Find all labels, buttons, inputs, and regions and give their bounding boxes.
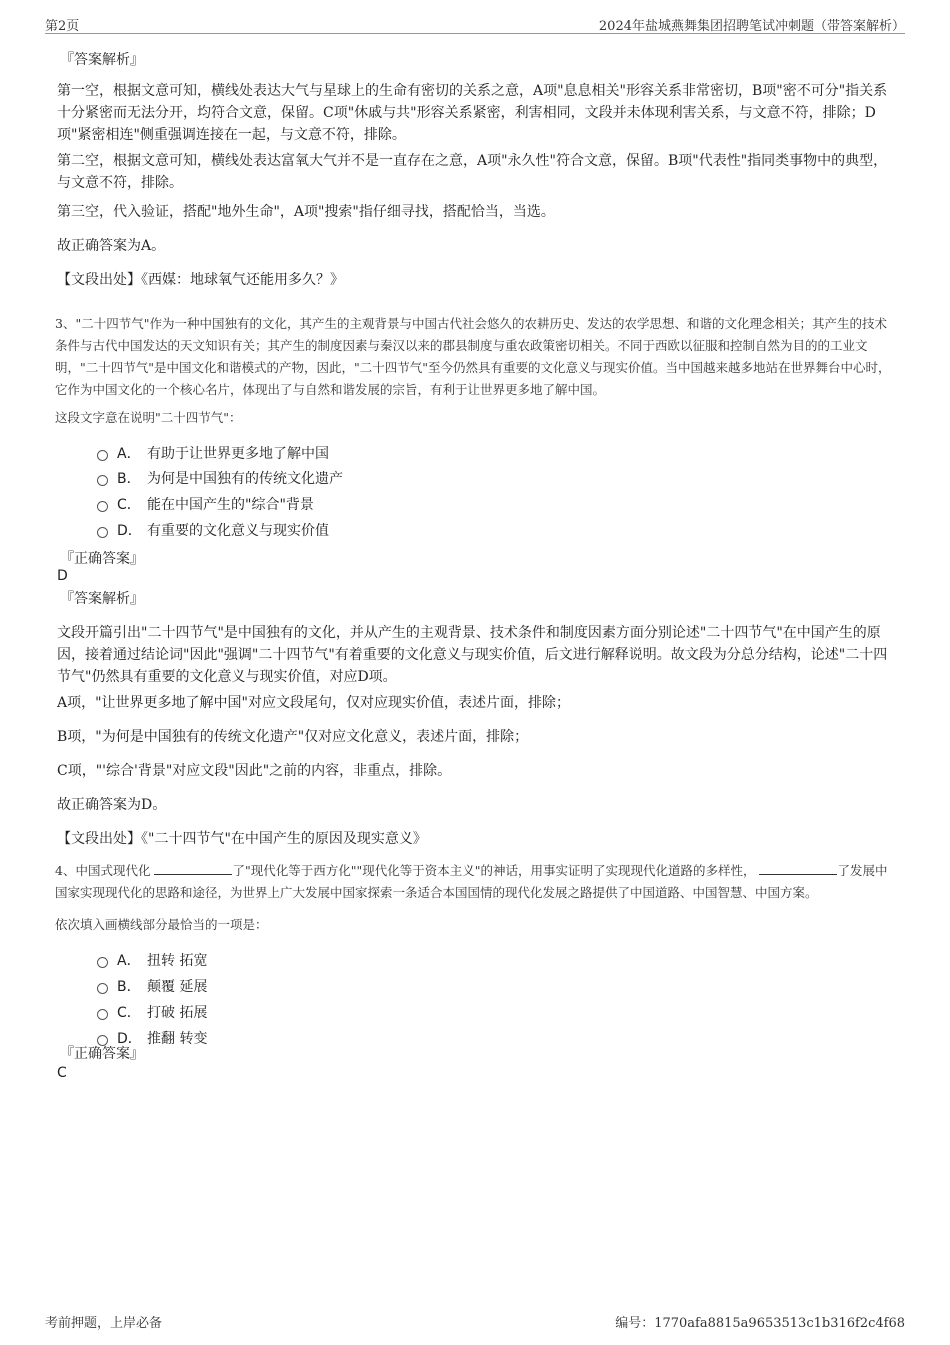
q3-option-d[interactable]: D． 有重要的文化意义与现实价值 <box>97 521 329 541</box>
q3-analysis-a5: 故正确答案为D。 <box>57 797 167 813</box>
q3-analysis-a2: A项，"让世界更多地了解中国"对应文段尾句，仅对应现实价值，表述片面，排除； <box>57 695 570 711</box>
q3-analysis-a4: C项，"'综合'背景"对应文段"因此"之前的内容，非重点，排除。 <box>57 763 452 779</box>
q4-option-d[interactable]: D． 推翻 转变 <box>97 1029 207 1049</box>
q3-analysis-a1: 文段开篇引出"二十四节气"是中国独有的文化，并从产生的主观背景、技术条件和制度因素方面分别论述"二十四节气"在中国产生的原因，接着通过结论词"因此"强调"二十四节气"有着重要的文化意义与现实价值，后文进行解释说明。故文段为分总分结构，论述"二十四节气"仍然具有重要的文化意义与现实价值，对应D项。 <box>57 625 888 685</box>
q3-source: 【文段出处】《"二十四节气"在中国产生的原因及现实意义》 <box>57 831 427 847</box>
fill-blank-2 <box>759 862 837 875</box>
q2-analysis-p3: 第三空，代入验证，搭配"地外生命"，A项"搜索"指仔细寻找，搭配恰当，当选。 <box>57 204 555 220</box>
q3-answer-tag: 『正确答案』 <box>60 551 144 567</box>
radio-icon[interactable] <box>97 1009 108 1020</box>
radio-icon[interactable] <box>97 957 108 968</box>
page-footer <box>45 1312 905 1332</box>
q3-prompt: 这段文字意在说明"二十四节气"： <box>55 410 242 425</box>
q3-option-c[interactable]: C． 能在中国产生的"综合"背景 <box>97 495 314 515</box>
q4-option-a[interactable]: A． 扭转 拓宽 <box>97 951 207 971</box>
q3-option-b[interactable]: B． 为何是中国独有的传统文化遗产 <box>97 469 343 489</box>
q4-stem: 4、中国式现代化 了"现代化等于西方化""现代化等于资本主义"的神话，用事实证明了实现现代化道路的多样性， 了发展中国家实现现代化的思路和途径，为世界上广大发展中国家探索一条适合本国国情的现代化发展之路提供了中国道路、中国智慧、中国方案。 <box>55 863 888 900</box>
q2-analysis-p1: 第一空，根据文意可知，横线处表达大气与星球上的生命有密切的关系之意，A项"息息相关"形容关系非常密切，B项"密不可分"指关系十分紧密而无法分开，均符合文意，保留。C项"休戚与共"形容关系紧密，利害相同，文段并未体现利害关系，与文意不符，排除；D项"紧密相连"侧重强调连接在一起，与文意不符，排除。 <box>57 83 888 143</box>
q3-stem: 3、"二十四节气"作为一种中国独有的文化，其产生的主观背景与中国古代社会悠久的农耕历史、发达的农学思想、和谐的文化理念相关；其产生的技术条件与古代中国发达的天文知识有关；其产生的制度因素与秦汉以来的郡县制度与重农政策密切相关。不同于西欧以征服和控制自然为目的的工业文明，"二十四节气"是中国文化和谐模式的产物，因此，"二十四节气"至今仍然具有重要的文化意义与现实价值。当中国越来越多地站在世界舞台中心时，它作为中国文化的一个核心名片，体现出了与自然和谐发展的宗旨，有利于让世界更多地了解中国。 <box>55 316 891 397</box>
q2-source: 【文段出处】《西媒：地球氧气还能用多久？》 <box>57 272 344 288</box>
fill-blank-1 <box>154 862 232 875</box>
q2-analysis-tag: 『答案解析』 <box>60 52 144 68</box>
q3-answer: D <box>57 568 68 584</box>
q4-answer-tag: 『正确答案』 <box>60 1046 144 1062</box>
radio-icon[interactable] <box>97 983 108 994</box>
q2-analysis-p4: 故正确答案为A。 <box>57 238 166 254</box>
q2-analysis-p2: 第二空，根据文意可知，横线处表达富氧大气并不是一直存在之意，A项"永久性"符合文意，保留。B项"代表性"指同类事物中的典型，与文意不符，排除。 <box>57 153 888 191</box>
radio-icon[interactable] <box>97 475 108 486</box>
q3-option-a[interactable]: A． 有助于让世界更多地了解中国 <box>97 444 329 464</box>
radio-icon[interactable] <box>97 501 108 512</box>
footer-slogan: 考前押题，上岸必备 <box>45 1316 163 1331</box>
document-id: 编号：1770afa8815a9653513c1b316f2c4f68 <box>615 1316 905 1331</box>
q4-option-c[interactable]: C． 打破 拓展 <box>97 1003 207 1023</box>
radio-icon[interactable] <box>97 527 108 538</box>
q4-answer: C <box>57 1065 67 1081</box>
q4-prompt: 依次填入画横线部分最恰当的一项是： <box>55 917 268 932</box>
q4-option-b[interactable]: B． 颠覆 延展 <box>97 977 207 997</box>
page-header <box>45 13 905 34</box>
document-title: 2024年盐城燕舞集团招聘笔试冲刺题（带答案解析） <box>598 19 905 34</box>
q3-analysis-a3: B项，"为何是中国独有的传统文化遗产"仅对应文化意义，表述片面，排除； <box>57 729 529 745</box>
q3-analysis-tag: 『答案解析』 <box>60 591 144 607</box>
page-number: 第2页 <box>45 19 80 34</box>
radio-icon[interactable] <box>97 450 108 461</box>
